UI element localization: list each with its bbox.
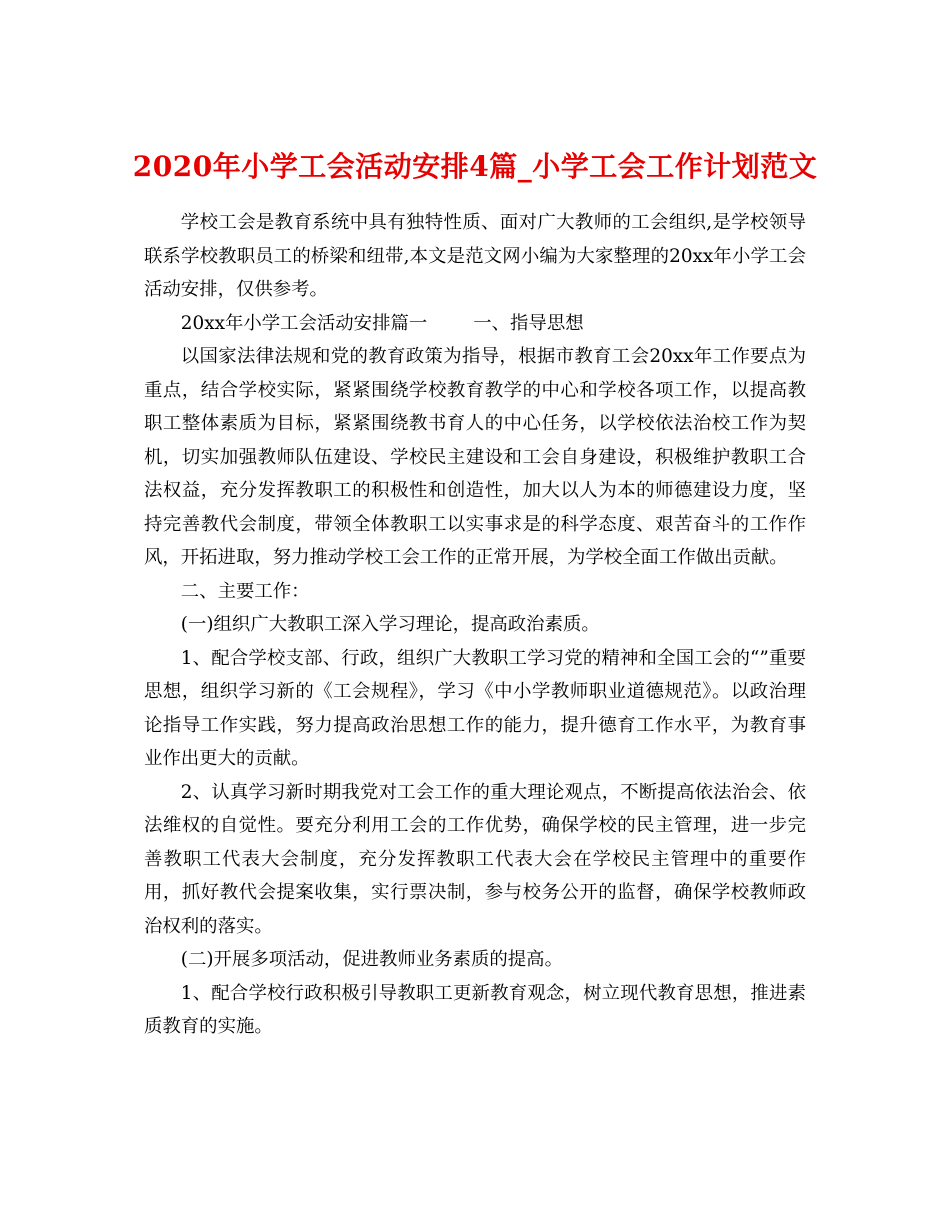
- subsection-1-item-2: 2、认真学习新时期我党对工会工作的重大理论观点，不断提高依法治会、依法维权的自觉性。要充分利用工会的工作优势，确保学校的民主管理，进一步完善教职工代表大会制度，充分发挥教职工代表大会在学校民主管理中的重要作用，抓好教代会提案收集，实行票决制，参与校务公开的监督，确保学校教师政治权利的落实。: [144, 781, 806, 937]
- intro-paragraph: 学校工会是教育系统中具有独特性质、面对广大教师的工会组织,是学校领导联系学校教职员工的桥梁和纽带,本文是范文网小编为大家整理的20xx年小学工会活动安排，仅供参考。: [144, 212, 806, 300]
- section-heading: [144, 307, 806, 341]
- subsection-2-item-1: 1、配合学校行政积极引导教职工更新教育观念，树立现代教育思想，推进素质教育的实施。: [144, 982, 806, 1037]
- subsection-2-heading: (二)开展多项活动，促进教师业务素质的提高。: [180, 949, 563, 970]
- section-heading-title: 20xx年小学工会活动安排篇一: [180, 312, 428, 334]
- section-heading-subtitle: 一、指导思想: [473, 312, 584, 334]
- subsection-1-heading: (一)组织广大教职工深入学习理论，提高政治素质。: [180, 614, 600, 635]
- guiding-paragraph: 以国家法律法规和党的教育政策为指导，根据市教育工会20xx年工作要点为重点，结合学校实际，紧紧围绕学校教育教学的中心和学校各项工作，以提高教职工整体素质为目标，紧紧围绕教书育人的中心任务，以学校依法治校工作为契机，切实加强教师队伍建设、学校民主建设和工会自身建设，积极维护教职工合法权益，充分发挥教职工的积极性和创造性，加大以人为本的师德建设力度，坚持完善教代会制度，带领全体教职工以实事求是的科学态度、艰苦奋斗的工作作风，开拓进取，努力推动学校工会工作的正常开展，为学校全面工作做出贡献。: [144, 346, 806, 568]
- document-title: 2020年小学工会活动安排4篇_小学工会工作计划范文: [132, 149, 818, 183]
- document-body: [144, 206, 806, 1044]
- main-work-heading: 二、主要工作：: [180, 580, 310, 602]
- subsection-1-item-1: 1、配合学校支部、行政，组织广大教职工学习党的精神和全国工会的“”重要思想，组织学习新的《工会规程》，学习《中小学教师职业道德规范》。以政治理论指导工作实践，努力提高政治思想工作的能力，提升德育工作水平，为教育事业作出更大的贡献。: [144, 647, 806, 769]
